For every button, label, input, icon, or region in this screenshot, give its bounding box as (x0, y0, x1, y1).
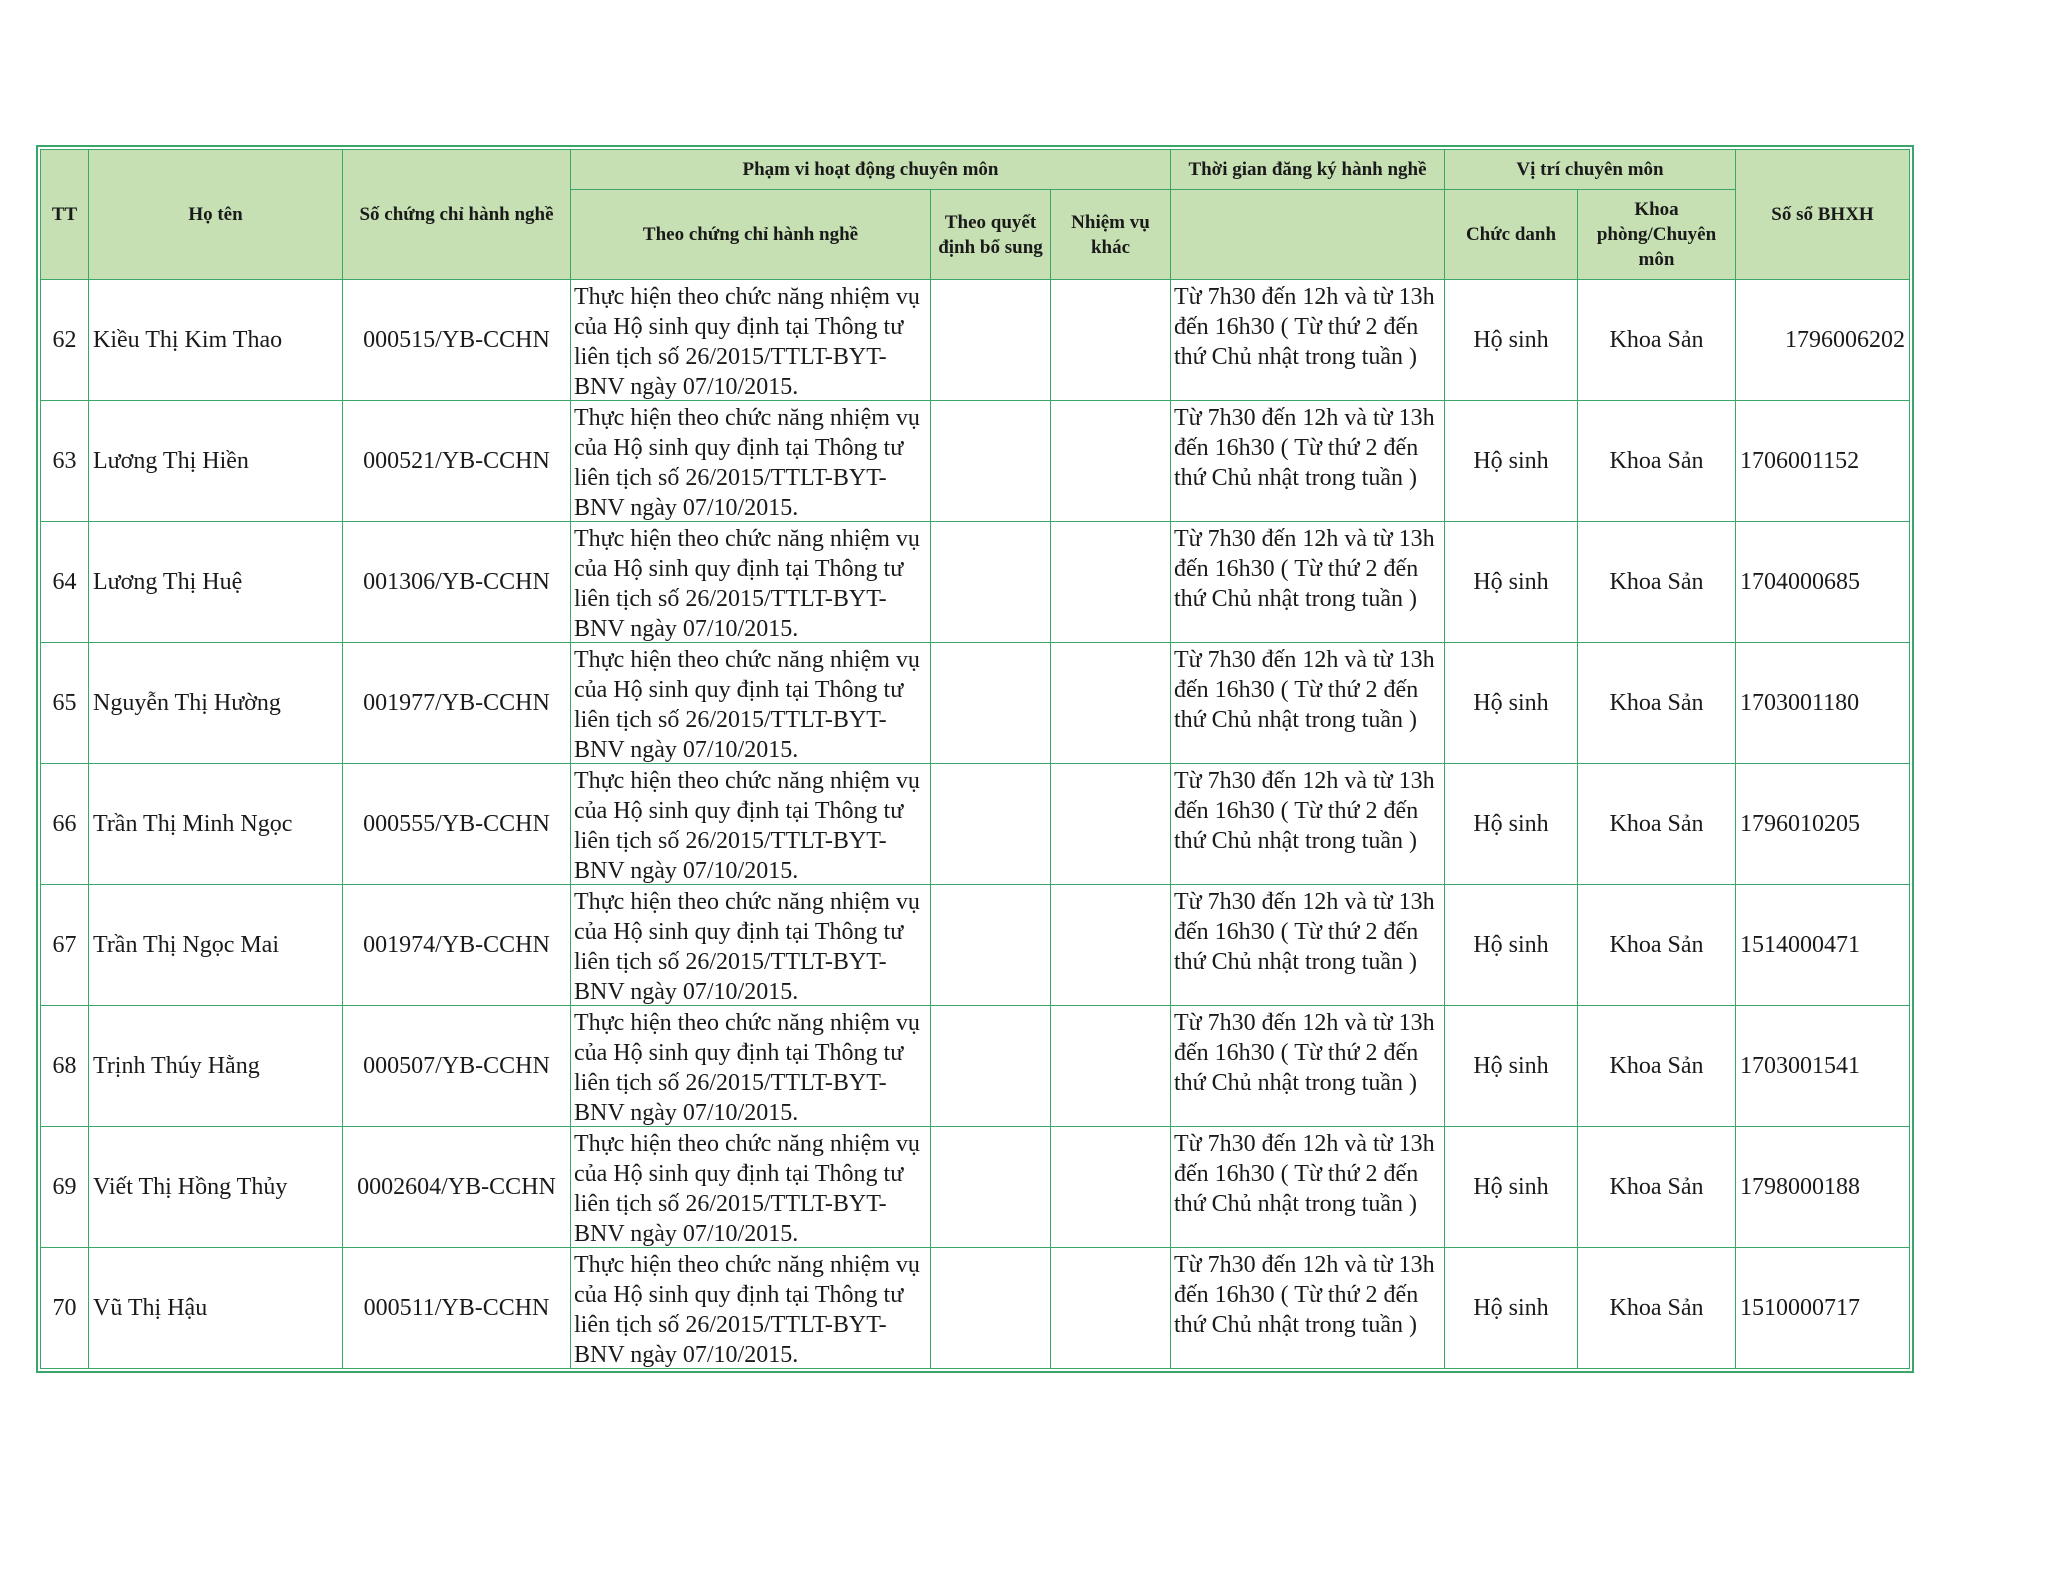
cell-time (1171, 1248, 1445, 1369)
cell-title: Hộ sinh (1445, 1006, 1578, 1127)
cell-dept: Khoa Sản (1578, 522, 1736, 643)
cell-tt: 70 (41, 1248, 89, 1369)
header-chuc-danh: Chức danh (1445, 190, 1578, 280)
cell-bhxh: 1510000717 (1736, 1248, 1910, 1369)
table-row (41, 1006, 1910, 1127)
cell-other-duty (1051, 280, 1171, 401)
cell-bhxh: 1514000471 (1736, 885, 1910, 1006)
cell-title: Hộ sinh (1445, 885, 1578, 1006)
cell-bhxh: 1796006202 (1736, 280, 1910, 401)
header-vi-tri: Vị trí chuyên môn (1445, 150, 1736, 190)
cell-scope-text: Thực hiện theo chức năng nhiệm vụ của Hộ sinh quy định tại Thông tư liên tịch số 26/2015/TTLT-BYT-BNV ngày 07/10/2015. (574, 1252, 920, 1368)
table-row (41, 885, 1910, 1006)
cell-title: Hộ sinh (1445, 401, 1578, 522)
cell-title: Hộ sinh (1445, 522, 1578, 643)
cell-scope (571, 764, 931, 885)
cell-name: Viết Thị Hồng Thủy (89, 1127, 343, 1248)
cell-extra-decision (931, 401, 1051, 522)
cell-name: Nguyễn Thị Hường (89, 643, 343, 764)
cell-dept: Khoa Sản (1578, 401, 1736, 522)
cell-other-duty (1051, 1127, 1171, 1248)
cell-cert: 000511/YB-CCHN (343, 1248, 571, 1369)
table-row (41, 522, 1910, 643)
cell-title: Hộ sinh (1445, 280, 1578, 401)
cell-tt: 63 (41, 401, 89, 522)
cell-time-text: Từ 7h30 đến 12h và từ 13h đến 16h30 ( Từ thứ 2 đến thứ Chủ nhật trong tuần ) (1174, 889, 1435, 975)
cell-bhxh: 1703001180 (1736, 643, 1910, 764)
cell-other-duty (1051, 764, 1171, 885)
cell-scope (571, 1006, 931, 1127)
cell-bhxh: 1796010205 (1736, 764, 1910, 885)
cell-scope-text: Thực hiện theo chức năng nhiệm vụ của Hộ sinh quy định tại Thông tư liên tịch số 26/2015/TTLT-BYT-BNV ngày 07/10/2015. (574, 768, 920, 884)
header-theo-quyet-dinh: Theo quyết định bổ sung (931, 190, 1051, 280)
cell-cert: 000521/YB-CCHN (343, 401, 571, 522)
header-so-bhxh: Số sổ BHXH (1736, 150, 1910, 280)
cell-extra-decision (931, 522, 1051, 643)
cell-time-text: Từ 7h30 đến 12h và từ 13h đến 16h30 ( Từ thứ 2 đến thứ Chủ nhật trong tuần ) (1174, 284, 1435, 370)
cell-cert: 0002604/YB-CCHN (343, 1127, 571, 1248)
staff-table (40, 149, 1910, 1369)
cell-name: Vũ Thị Hậu (89, 1248, 343, 1369)
cell-other-duty (1051, 1248, 1171, 1369)
staff-table-container (36, 145, 1914, 1373)
cell-time (1171, 401, 1445, 522)
table-row (41, 1248, 1910, 1369)
cell-scope-text: Thực hiện theo chức năng nhiệm vụ của Hộ sinh quy định tại Thông tư liên tịch số 26/2015/TTLT-BYT-BNV ngày 07/10/2015. (574, 405, 920, 521)
cell-cert: 000507/YB-CCHN (343, 1006, 571, 1127)
cell-time (1171, 1127, 1445, 1248)
cell-title: Hộ sinh (1445, 764, 1578, 885)
cell-scope (571, 280, 931, 401)
cell-time-text: Từ 7h30 đến 12h và từ 13h đến 16h30 ( Từ thứ 2 đến thứ Chủ nhật trong tuần ) (1174, 405, 1435, 491)
cell-other-duty (1051, 401, 1171, 522)
table-row (41, 643, 1910, 764)
cell-cert: 001977/YB-CCHN (343, 643, 571, 764)
cell-tt: 68 (41, 1006, 89, 1127)
cell-bhxh: 1706001152 (1736, 401, 1910, 522)
header-so-chung-chi: Số chứng chỉ hành nghề (343, 150, 571, 280)
cell-title: Hộ sinh (1445, 1248, 1578, 1369)
cell-time (1171, 885, 1445, 1006)
cell-tt: 65 (41, 643, 89, 764)
header-ho-ten: Họ tên (89, 150, 343, 280)
cell-cert: 000555/YB-CCHN (343, 764, 571, 885)
cell-scope (571, 885, 931, 1006)
cell-name: Trần Thị Minh Ngọc (89, 764, 343, 885)
cell-bhxh: 1703001541 (1736, 1006, 1910, 1127)
header-thoi-gian: Thời gian đăng ký hành nghề (1171, 150, 1445, 190)
cell-extra-decision (931, 1248, 1051, 1369)
cell-extra-decision (931, 764, 1051, 885)
cell-dept: Khoa Sản (1578, 885, 1736, 1006)
cell-other-duty (1051, 885, 1171, 1006)
cell-scope-text: Thực hiện theo chức năng nhiệm vụ của Hộ sinh quy định tại Thông tư liên tịch số 26/2015/TTLT-BYT-BNV ngày 07/10/2015. (574, 1010, 920, 1126)
table-row (41, 280, 1910, 401)
cell-tt: 67 (41, 885, 89, 1006)
table-body (41, 280, 1910, 1369)
cell-extra-decision (931, 1006, 1051, 1127)
cell-scope (571, 1127, 931, 1248)
cell-bhxh: 1798000188 (1736, 1127, 1910, 1248)
cell-time-text: Từ 7h30 đến 12h và từ 13h đến 16h30 ( Từ thứ 2 đến thứ Chủ nhật trong tuần ) (1174, 1131, 1435, 1217)
table-row (41, 764, 1910, 885)
cell-other-duty (1051, 522, 1171, 643)
cell-scope-text: Thực hiện theo chức năng nhiệm vụ của Hộ sinh quy định tại Thông tư liên tịch số 26/2015/TTLT-BYT-BNV ngày 07/10/2015. (574, 526, 920, 642)
cell-scope (571, 1248, 931, 1369)
cell-cert: 001306/YB-CCHN (343, 522, 571, 643)
cell-time-text: Từ 7h30 đến 12h và từ 13h đến 16h30 ( Từ thứ 2 đến thứ Chủ nhật trong tuần ) (1174, 1252, 1435, 1338)
cell-tt: 64 (41, 522, 89, 643)
cell-scope-text: Thực hiện theo chức năng nhiệm vụ của Hộ sinh quy định tại Thông tư liên tịch số 26/2015/TTLT-BYT-BNV ngày 07/10/2015. (574, 284, 920, 400)
cell-dept: Khoa Sản (1578, 1127, 1736, 1248)
cell-extra-decision (931, 1127, 1051, 1248)
cell-time (1171, 1006, 1445, 1127)
table-row (41, 1127, 1910, 1248)
cell-extra-decision (931, 885, 1051, 1006)
cell-cert: 000515/YB-CCHN (343, 280, 571, 401)
cell-scope (571, 522, 931, 643)
cell-cert: 001974/YB-CCHN (343, 885, 571, 1006)
cell-other-duty (1051, 1006, 1171, 1127)
header-row-1 (41, 150, 1910, 190)
header-khoa-phong: Khoa phòng/Chuyên môn (1578, 190, 1736, 280)
cell-name: Kiều Thị Kim Thao (89, 280, 343, 401)
cell-name: Trịnh Thúy Hằng (89, 1006, 343, 1127)
cell-time (1171, 280, 1445, 401)
table-row (41, 401, 1910, 522)
header-thoi-gian-blank (1171, 190, 1445, 280)
cell-name: Lương Thị Hiền (89, 401, 343, 522)
cell-time-text: Từ 7h30 đến 12h và từ 13h đến 16h30 ( Từ thứ 2 đến thứ Chủ nhật trong tuần ) (1174, 768, 1435, 854)
cell-dept: Khoa Sản (1578, 1248, 1736, 1369)
cell-scope-text: Thực hiện theo chức năng nhiệm vụ của Hộ sinh quy định tại Thông tư liên tịch số 26/2015/TTLT-BYT-BNV ngày 07/10/2015. (574, 647, 920, 763)
cell-time-text: Từ 7h30 đến 12h và từ 13h đến 16h30 ( Từ thứ 2 đến thứ Chủ nhật trong tuần ) (1174, 526, 1435, 612)
header-pham-vi: Phạm vi hoạt động chuyên môn (571, 150, 1171, 190)
cell-dept: Khoa Sản (1578, 643, 1736, 764)
cell-tt: 62 (41, 280, 89, 401)
cell-title: Hộ sinh (1445, 643, 1578, 764)
cell-dept: Khoa Sản (1578, 1006, 1736, 1127)
cell-time (1171, 764, 1445, 885)
cell-dept: Khoa Sản (1578, 764, 1736, 885)
cell-time (1171, 643, 1445, 764)
cell-scope (571, 401, 931, 522)
cell-extra-decision (931, 643, 1051, 764)
cell-dept: Khoa Sản (1578, 280, 1736, 401)
cell-scope (571, 643, 931, 764)
header-nhiem-vu-khac: Nhiệm vụ khác (1051, 190, 1171, 280)
header-theo-chung-chi: Theo chứng chỉ hành nghề (571, 190, 931, 280)
cell-time (1171, 522, 1445, 643)
cell-name: Trần Thị Ngọc Mai (89, 885, 343, 1006)
cell-scope-text: Thực hiện theo chức năng nhiệm vụ của Hộ sinh quy định tại Thông tư liên tịch số 26/2015/TTLT-BYT-BNV ngày 07/10/2015. (574, 1131, 920, 1247)
header-tt: TT (41, 150, 89, 280)
cell-title: Hộ sinh (1445, 1127, 1578, 1248)
cell-scope-text: Thực hiện theo chức năng nhiệm vụ của Hộ sinh quy định tại Thông tư liên tịch số 26/2015/TTLT-BYT-BNV ngày 07/10/2015. (574, 889, 920, 1005)
cell-time-text: Từ 7h30 đến 12h và từ 13h đến 16h30 ( Từ thứ 2 đến thứ Chủ nhật trong tuần ) (1174, 1010, 1435, 1096)
cell-other-duty (1051, 643, 1171, 764)
cell-tt: 66 (41, 764, 89, 885)
cell-name: Lương Thị Huệ (89, 522, 343, 643)
cell-bhxh: 1704000685 (1736, 522, 1910, 643)
cell-time-text: Từ 7h30 đến 12h và từ 13h đến 16h30 ( Từ thứ 2 đến thứ Chủ nhật trong tuần ) (1174, 647, 1435, 733)
cell-extra-decision (931, 280, 1051, 401)
cell-tt: 69 (41, 1127, 89, 1248)
